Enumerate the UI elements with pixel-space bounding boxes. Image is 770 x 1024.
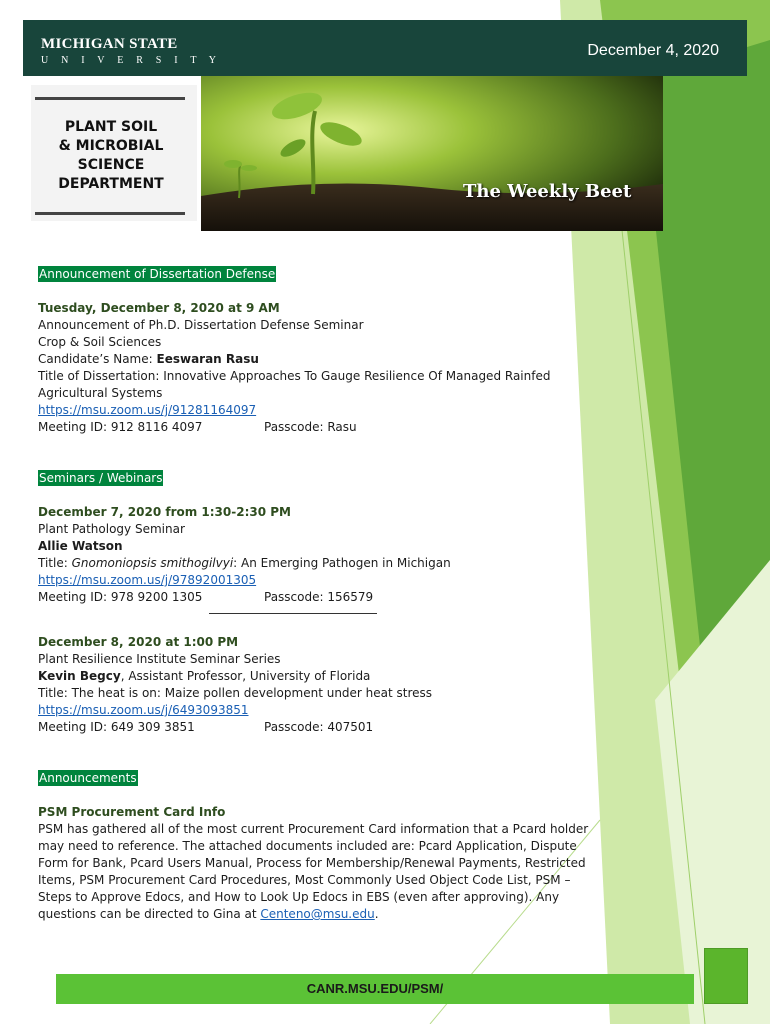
department-logo bbox=[31, 85, 197, 221]
announcement-text: PSM has gathered all of the most current Procurement Card information that a Pcard holder may need to reference. The attached documents included are: Pcard Application, Dispute Form for Bank, Pcard Users Manual, Process for Membership/Renewal Payments, Restricted Items, PSM Procurement Card Procedures, Most Commonly Used Object Code List, PSM – Steps to Approve Edocs, and How to Look Up Edocs in EBS (even after approving). Any questions can be directed to Gina at bbox=[38, 822, 589, 921]
passcode: Passcode: 156579 bbox=[264, 590, 374, 604]
section-heading-dissertation: Announcement of Dissertation Defense bbox=[39, 267, 276, 281]
meeting-id: Meeting ID: 649 309 3851 bbox=[38, 720, 195, 734]
footer-accent-square bbox=[704, 948, 748, 1004]
dissertation-title-cont: Agricultural Systems bbox=[38, 386, 163, 400]
event-meeting-info bbox=[38, 589, 608, 606]
announcement-text-end: . bbox=[374, 907, 379, 921]
seedling-photo bbox=[201, 76, 663, 231]
announcements-section bbox=[38, 770, 608, 923]
banner bbox=[23, 76, 663, 231]
newsletter-title: The Weekly Beet bbox=[463, 181, 632, 202]
event-speaker-affiliation: , Assistant Professor, University of Florida bbox=[120, 669, 371, 683]
msu-logo-university: U N I V E R S I T Y bbox=[41, 55, 222, 66]
event-title-prefix: Title: bbox=[38, 556, 72, 570]
msu-logo-wordmark: MICHIGAN STATE bbox=[41, 36, 178, 52]
event-title bbox=[38, 555, 608, 572]
event-series: Plant Resilience Institute Seminar Series bbox=[38, 652, 281, 666]
footer-url[interactable]: CANR.MSU.EDU/PSM/ bbox=[306, 981, 444, 996]
department-name: PLANT SOIL & MICROBIAL SCIENCE DEPARTMENT bbox=[58, 119, 164, 192]
announcement-body bbox=[38, 821, 603, 923]
meeting-id: Meeting ID: 978 9200 1305 bbox=[38, 590, 203, 604]
candidate-label: Candidate’s Name: bbox=[38, 352, 157, 366]
seminar-event bbox=[38, 634, 608, 736]
event-speaker: Allie Watson bbox=[38, 539, 123, 553]
footer-bar bbox=[56, 974, 694, 1004]
event-zoom-link[interactable]: https://msu.zoom.us/j/6493093851 bbox=[38, 703, 249, 717]
dissertation-department: Crop & Soil Sciences bbox=[38, 335, 162, 349]
event-title-species: Gnomoniopsis smithogilvyi bbox=[71, 556, 234, 570]
passcode: Passcode: Rasu bbox=[264, 420, 357, 434]
seminars-section bbox=[38, 470, 608, 736]
passcode: Passcode: 407501 bbox=[264, 720, 374, 734]
event-title-rest: : An Emerging Pathogen in Michigan bbox=[233, 556, 451, 570]
event-zoom-link[interactable]: https://msu.zoom.us/j/97892001305 bbox=[38, 573, 257, 587]
announcement-title: PSM Procurement Card Info bbox=[38, 805, 226, 819]
section-heading-announcements: Announcements bbox=[39, 771, 137, 785]
seminar-event bbox=[38, 504, 608, 614]
dissertation-date: Tuesday, December 8, 2020 at 9 AM bbox=[38, 301, 280, 315]
dissertation-section bbox=[38, 266, 608, 436]
header-bar bbox=[23, 20, 747, 76]
dissertation-candidate bbox=[38, 351, 608, 368]
dissertation-title: Title of Dissertation: Innovative Approaches To Gauge Resilience Of Managed Rainfed bbox=[38, 369, 551, 383]
event-series: Plant Pathology Seminar bbox=[38, 522, 185, 536]
event-speaker-name: Kevin Begcy bbox=[38, 669, 121, 683]
event-date: December 8, 2020 at 1:00 PM bbox=[38, 635, 239, 649]
dissertation-line: Announcement of Ph.D. Dissertation Defense Seminar bbox=[38, 318, 364, 332]
section-heading-seminars: Seminars / Webinars bbox=[39, 471, 163, 485]
event-speaker bbox=[38, 668, 608, 685]
event-meeting-info bbox=[38, 719, 608, 736]
newsletter-date: December 4, 2020 bbox=[587, 42, 719, 59]
event-date: December 7, 2020 from 1:30-2:30 PM bbox=[38, 505, 291, 519]
department-rule-top bbox=[35, 97, 185, 100]
candidate-name: Eeswaran Rasu bbox=[156, 352, 259, 366]
department-rule-bottom bbox=[35, 212, 185, 215]
contact-email-link[interactable]: Centeno@msu.edu bbox=[260, 907, 375, 921]
event-title: Title: The heat is on: Maize pollen development under heat stress bbox=[38, 686, 433, 700]
meeting-id: Meeting ID: 912 8116 4097 bbox=[38, 420, 203, 434]
dissertation-zoom-link[interactable]: https://msu.zoom.us/j/91281164097 bbox=[38, 403, 257, 417]
dissertation-meeting-info bbox=[38, 419, 608, 436]
newsletter-content bbox=[38, 266, 608, 923]
